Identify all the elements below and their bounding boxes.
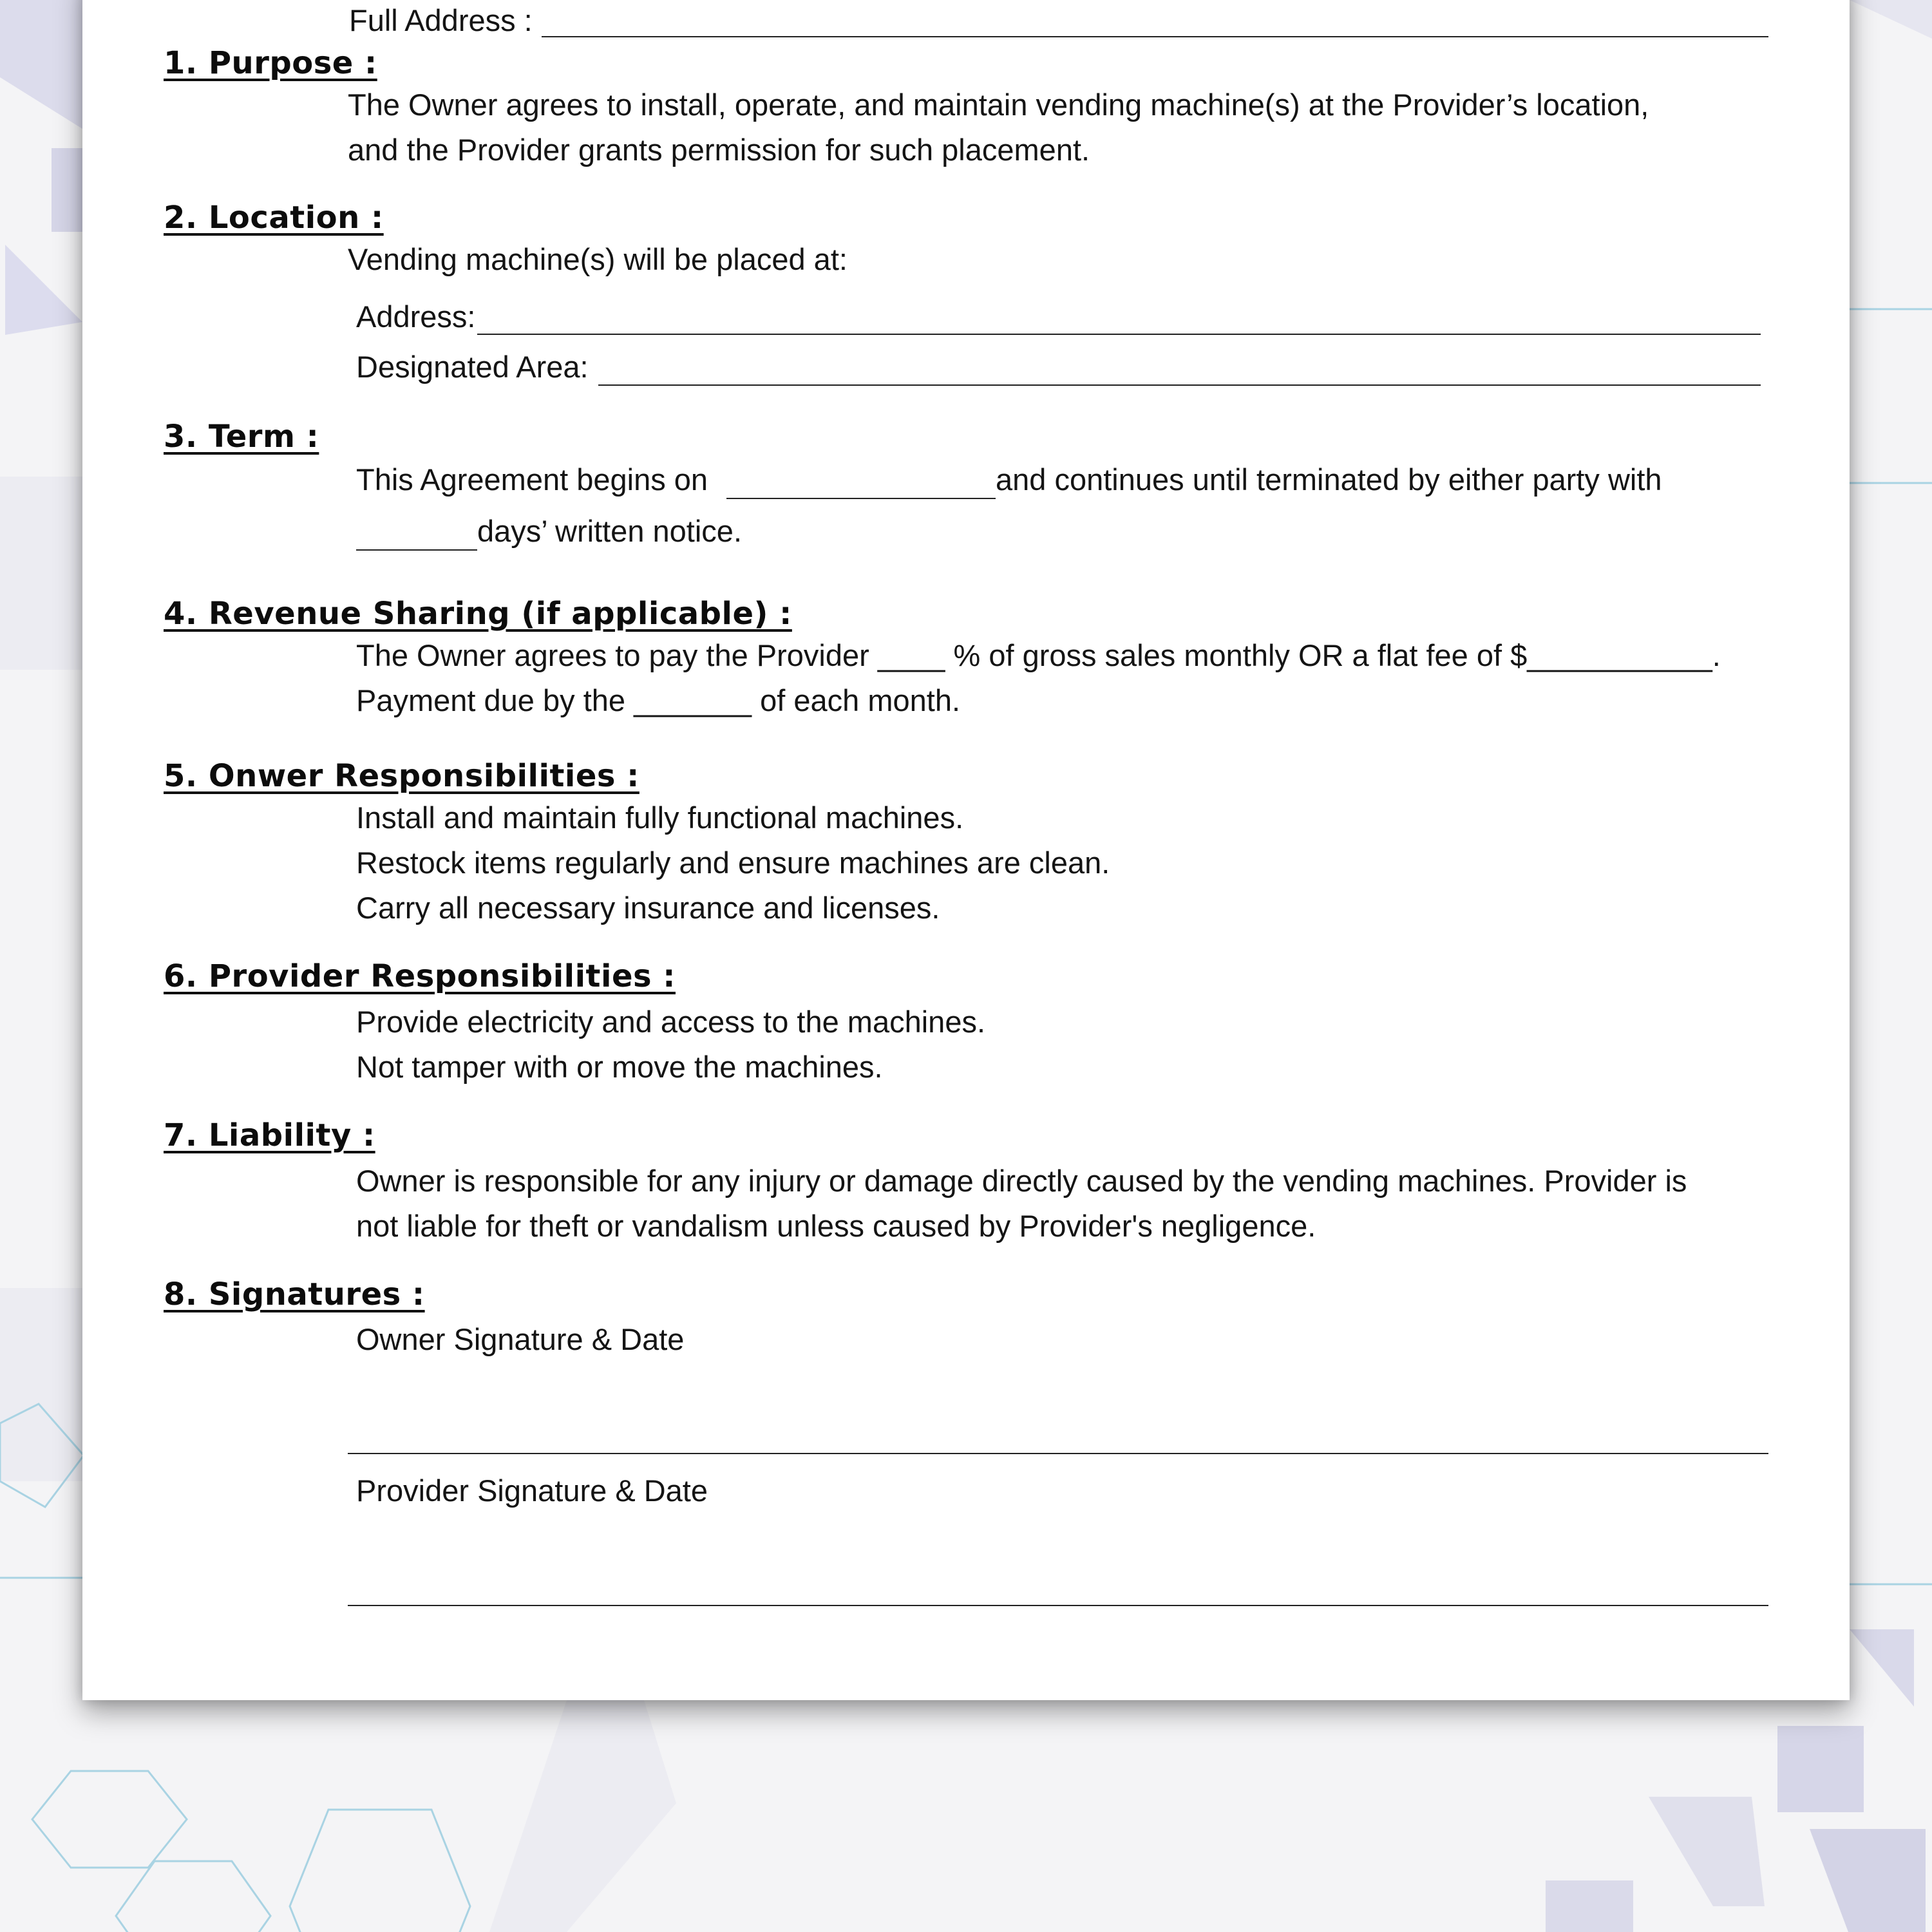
section-heading-purpose: 1. Purpose : xyxy=(164,45,377,81)
address-label: Address: xyxy=(356,299,476,334)
decor-triangle xyxy=(1850,0,1932,39)
agreement-sheet xyxy=(82,0,1850,1700)
term-notice-text: days’ written notice. xyxy=(477,514,742,548)
owner-signature-line[interactable] xyxy=(348,1453,1768,1454)
section-heading-revenue: 4. Revenue Sharing (if applicable) : xyxy=(164,596,792,632)
decor-triangle xyxy=(0,0,82,129)
location-intro: Vending machine(s) will be placed at: xyxy=(348,242,848,276)
term-begins-text: This Agreement begins on xyxy=(356,462,708,497)
decor-panel xyxy=(0,477,82,670)
decor-triangle xyxy=(1850,1629,1914,1707)
decor-triangle xyxy=(5,245,82,335)
purpose-line-1: The Owner agrees to install, operate, and maintain vending machine(s) at the Provider’s location, xyxy=(348,88,1649,122)
owner-responsibility-item: Carry all necessary insurance and licenses. xyxy=(356,891,940,925)
provider-responsibility-item: Not tamper with or move the machines. xyxy=(356,1050,883,1084)
purpose-line-2: and the Provider grants permission for such placement. xyxy=(348,133,1090,167)
decor-triangle xyxy=(1649,1797,1765,1906)
section-heading-liability: 7. Liability : xyxy=(164,1117,375,1153)
provider-signature-label: Provider Signature & Date xyxy=(356,1473,708,1508)
decor-square xyxy=(1546,1880,1633,1932)
address-field[interactable] xyxy=(477,334,1761,335)
designated-area-field[interactable] xyxy=(598,384,1761,386)
owner-responsibility-item: Restock items regularly and ensure machines are clean. xyxy=(356,846,1110,880)
term-start-date-field[interactable] xyxy=(726,498,996,499)
decor-square xyxy=(1777,1726,1864,1812)
revenue-line-2: Payment due by the _______ of each month. xyxy=(356,683,961,717)
decor-hexagon xyxy=(116,1861,270,1932)
decor-square xyxy=(52,148,82,232)
provider-signature-line[interactable] xyxy=(348,1605,1768,1606)
section-heading-signatures: 8. Signatures : xyxy=(164,1276,425,1312)
decor-hexagon xyxy=(290,1810,470,1932)
section-heading-location: 2. Location : xyxy=(164,200,384,236)
decor-panel xyxy=(489,1700,676,1932)
decor-panel xyxy=(0,1288,82,1481)
section-heading-term: 3. Term : xyxy=(164,419,319,455)
owner-responsibility-item: Install and maintain fully functional machines. xyxy=(356,800,964,835)
decor-triangle xyxy=(1810,1829,1926,1932)
liability-line-2: not liable for theft or vandalism unless caused by Provider's negligence. xyxy=(356,1209,1316,1243)
provider-responsibility-item: Provide electricity and access to the machines. xyxy=(356,1005,986,1039)
section-heading-owner-responsibilities: 5. Onwer Responsibilities : xyxy=(164,758,639,794)
full-address-label: Full Address : xyxy=(349,3,533,37)
designated-area-label: Designated Area: xyxy=(356,350,589,384)
decor-hexagon xyxy=(32,1771,187,1868)
full-address-field[interactable] xyxy=(542,36,1768,37)
section-heading-provider-responsibilities: 6. Provider Responsibilities : xyxy=(164,958,676,994)
term-continues-text: and continues until terminated by either party with xyxy=(996,462,1662,497)
term-notice-days-field[interactable] xyxy=(356,549,477,551)
liability-line-1: Owner is responsible for any injury or damage directly caused by the vending machines. Provider is xyxy=(356,1164,1687,1198)
revenue-line-1: The Owner agrees to pay the Provider ____ % of gross sales monthly OR a flat fee of $___________. xyxy=(356,638,1721,672)
owner-signature-label: Owner Signature & Date xyxy=(356,1322,685,1356)
